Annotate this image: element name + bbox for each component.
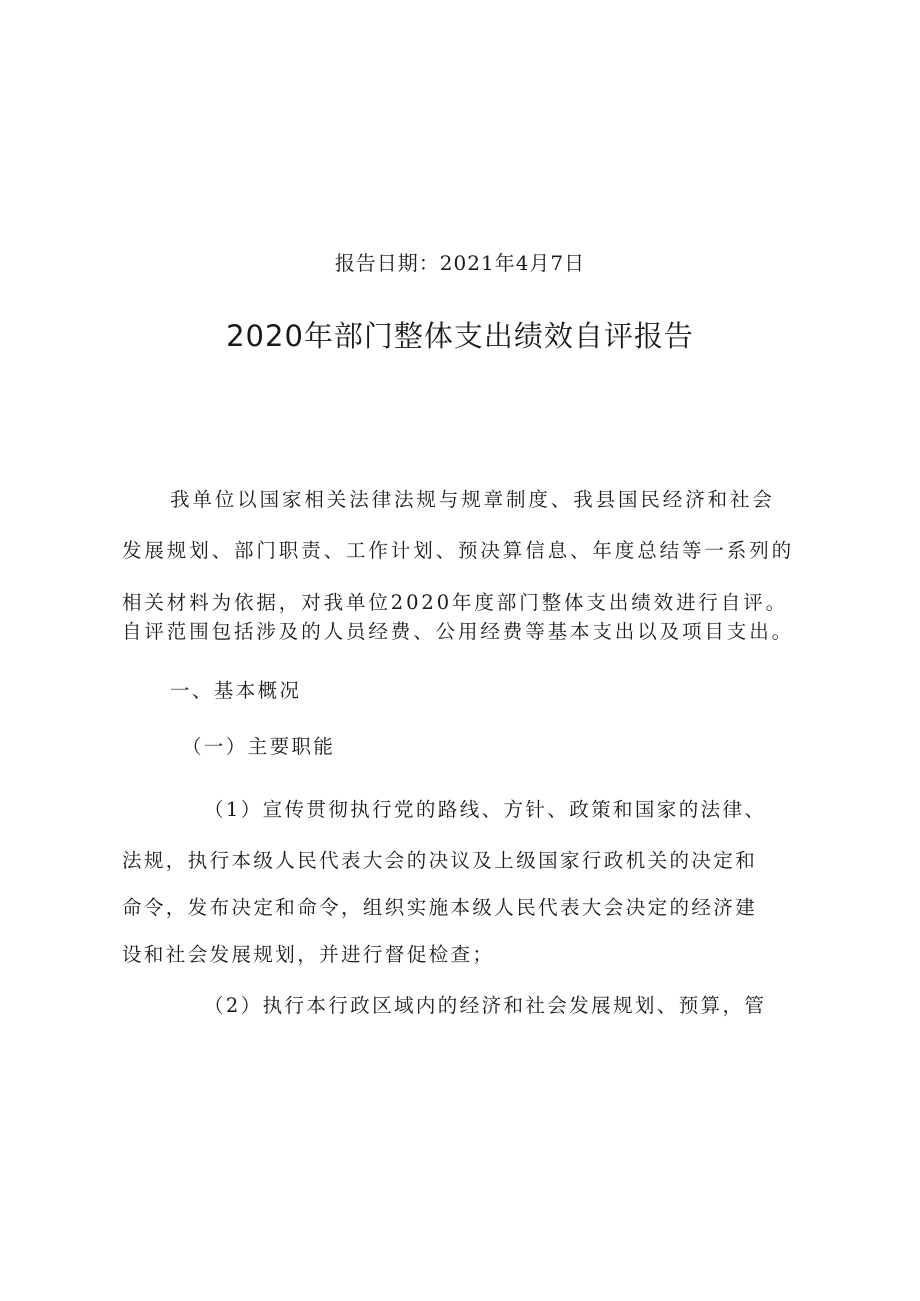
item-1-line: （1）宣传贯彻执行党的路线、方针、政策和国家的法律、 [204,798,767,821]
item-1-line: 命令，发布决定和命令，组织实施本级人民代表大会决定的经济建 [122,896,758,919]
item-1-line: 设和社会发展规划，并进行督促检查； [122,943,495,966]
item-2-line: （2）执行本行政区域内的经济和社会发展规划、预算，管 [204,994,767,1017]
section-heading: 一、基本概况 [170,679,302,702]
intro-line: 我单位以国家相关法律法规与规章制度、我县国民经济和社会 [170,488,775,511]
intro-line: 相关材料为依据，对我单位2020年度部门整体支出绩效进行自评。 [122,591,789,614]
page-title: 2020年部门整体支出绩效自评报告 [226,319,694,353]
intro-line: 发展规划、部门职责、工作计划、预决算信息、年度总结等一系列的 [122,539,795,562]
intro-line: 自评范围包括涉及的人员经费、公用经费等基本支出以及项目支出。 [122,620,795,643]
section-subheading: （一）主要职能 [182,735,336,758]
item-1-line: 法规，执行本级人民代表大会的决议及上级国家行政机关的决定和 [122,849,758,872]
report-date: 报告日期：2021年4月7日 [334,251,586,275]
